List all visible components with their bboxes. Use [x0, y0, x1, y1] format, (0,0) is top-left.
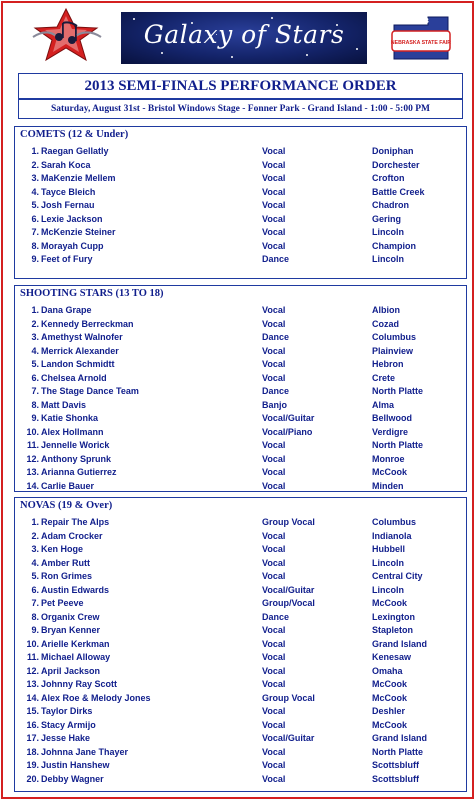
hometown: Indianola — [372, 530, 412, 541]
hometown: Doniphan — [372, 146, 414, 156]
performance-category: Vocal/Guitar — [262, 584, 315, 595]
list-item — [15, 346, 466, 360]
hometown: Verdigre — [372, 426, 409, 437]
performance-category: Group/Vocal — [262, 598, 315, 608]
performer-name: Anthony Sprunk — [41, 453, 111, 464]
section-1 — [14, 126, 467, 279]
hometown: Chadron — [372, 200, 409, 210]
performance-category: Vocal/Piano — [262, 426, 313, 437]
hometown: McCook — [372, 719, 408, 730]
performance-category: Vocal — [262, 652, 286, 662]
entry-number: 4. — [31, 557, 39, 568]
performer-name: Johnny Ray Scott — [41, 679, 118, 689]
performance-category: Vocal — [262, 200, 286, 210]
performer-name: McKenzie Steiner — [41, 227, 116, 237]
list-item — [15, 693, 466, 707]
entry-number: 3. — [31, 332, 39, 342]
hometown: Columbus — [372, 517, 416, 527]
performer-name: Adam Crocker — [41, 530, 103, 541]
performer-name: Jesse Hake — [41, 733, 91, 743]
entry-number: 7. — [31, 227, 39, 237]
hometown: Grand Island — [372, 638, 428, 649]
hometown: Lincoln — [372, 557, 404, 568]
entry-number: 15. — [26, 706, 39, 716]
entry-number: 9. — [31, 625, 39, 635]
performer-name: Amethyst Walnofer — [41, 332, 123, 342]
hometown: Monroe — [372, 453, 405, 464]
entry-number: 14. — [26, 692, 39, 703]
list-item — [15, 359, 466, 373]
list-item — [15, 666, 466, 680]
performance-category: Vocal — [262, 227, 286, 237]
performance-category: Vocal — [262, 746, 286, 757]
list-item — [15, 332, 466, 346]
list-item — [15, 214, 466, 228]
nebraska-state-fair-logo — [388, 9, 454, 67]
entry-number: 10. — [26, 638, 39, 649]
performance-category: Group Vocal — [262, 517, 315, 527]
list-item — [15, 319, 466, 333]
performance-category: Vocal — [262, 305, 286, 315]
performance-category: Vocal — [262, 773, 286, 784]
performer-name: Landon Schmidtt — [41, 359, 115, 369]
list-item — [15, 160, 466, 174]
hometown: Minden — [372, 480, 404, 491]
entry-number: 5. — [31, 571, 39, 581]
performer-name: Alex Roe & Melody Jones — [41, 692, 151, 703]
performance-category: Dance — [262, 254, 290, 264]
performer-name: Arielle Kerkman — [41, 638, 110, 649]
performance-category: Vocal — [262, 453, 286, 464]
hometown: Hebron — [372, 359, 404, 369]
hometown: Grand Island — [372, 733, 428, 743]
entry-number: 18. — [26, 746, 39, 757]
performer-name: Organix Crew — [41, 611, 100, 622]
performance-category: Vocal — [262, 146, 286, 156]
entry-number: 1. — [31, 517, 39, 527]
list-item — [15, 747, 466, 761]
performance-category: Vocal — [262, 706, 286, 716]
entry-number: 6. — [31, 372, 39, 383]
entry-number: 4. — [31, 186, 39, 197]
hometown: North Platte — [372, 386, 424, 396]
performer-name: Ron Grimes — [41, 571, 93, 581]
hometown: Lincoln — [372, 227, 404, 237]
performance-category: Vocal — [262, 625, 286, 635]
entry-number: 8. — [31, 611, 39, 622]
entry-number: 7. — [31, 386, 39, 396]
hometown: Lexington — [372, 611, 415, 622]
performance-category: Vocal — [262, 638, 286, 649]
hometown: Cozad — [372, 318, 399, 329]
list-item — [15, 625, 466, 639]
performance-category: Vocal — [262, 213, 286, 224]
section-title: SHOOTING STARS (13 TO 18) — [20, 288, 164, 299]
list-item — [15, 173, 466, 187]
hometown: Omaha — [372, 665, 403, 676]
header — [3, 3, 472, 67]
performance-category: Vocal — [262, 467, 286, 477]
hometown: Central City — [372, 571, 423, 581]
performance-category: Dance — [262, 332, 290, 342]
performance-category: Vocal/Guitar — [262, 413, 315, 423]
list-item — [15, 386, 466, 400]
performance-category: Vocal — [262, 159, 286, 170]
entry-number: 6. — [31, 584, 39, 595]
hometown: Gering — [372, 213, 402, 224]
performer-name: Michael Alloway — [41, 652, 111, 662]
list-item — [15, 305, 466, 319]
list-item — [15, 558, 466, 572]
hometown: North Platte — [372, 440, 424, 450]
list-item — [15, 200, 466, 214]
hometown: Plainview — [372, 345, 414, 356]
performance-category: Dance — [262, 386, 290, 396]
entry-number: 1. — [31, 305, 39, 315]
hometown: Hubbell — [372, 544, 405, 554]
list-item — [15, 612, 466, 626]
hometown: Lincoln — [372, 254, 404, 264]
hometown: McCook — [372, 692, 408, 703]
performance-category: Vocal — [262, 544, 286, 554]
list-item — [15, 706, 466, 720]
entry-number: 12. — [26, 453, 39, 464]
list-item — [15, 517, 466, 531]
entry-number: 2. — [31, 318, 39, 329]
performer-name: Justin Hanshew — [41, 760, 110, 770]
hometown: Columbus — [372, 332, 416, 342]
list-item — [15, 467, 466, 481]
performance-category: Vocal — [262, 359, 286, 369]
performer-name: Arianna Gutierrez — [41, 467, 117, 477]
hometown: Scottsbluff — [372, 760, 419, 770]
performer-name: Matt Davis — [41, 399, 87, 410]
performer-name: Sarah Koca — [41, 159, 91, 170]
performance-category: Vocal — [262, 679, 286, 689]
performer-name: Raegan Gellatly — [41, 146, 109, 156]
list-item — [15, 187, 466, 201]
list-item — [15, 598, 466, 612]
hometown: Champion — [372, 240, 416, 251]
entry-number: 7. — [31, 598, 39, 608]
performer-name: Austin Edwards — [41, 584, 110, 595]
performer-name: Jennelle Worick — [41, 440, 110, 450]
performer-name: Merrick Alexander — [41, 345, 119, 356]
performance-category: Vocal — [262, 318, 286, 329]
performance-category: Vocal — [262, 530, 286, 541]
performer-name: Katie Shonka — [41, 413, 99, 423]
entry-number: 1. — [31, 146, 39, 156]
galaxy-of-stars-banner — [121, 12, 367, 64]
list-item — [15, 544, 466, 558]
entry-number: 16. — [26, 719, 39, 730]
performer-name: Lexie Jackson — [41, 213, 103, 224]
performer-name: Stacy Armijo — [41, 719, 96, 730]
performance-category: Vocal — [262, 345, 286, 356]
performance-category: Vocal — [262, 571, 286, 581]
entry-number: 5. — [31, 200, 39, 210]
performer-name: Morayah Cupp — [41, 240, 104, 251]
performance-category: Vocal — [262, 557, 286, 568]
list-item — [15, 774, 466, 788]
list-item — [15, 679, 466, 693]
fair-logo-year: 2013 — [413, 18, 429, 25]
entry-number: 14. — [26, 480, 39, 491]
list-item — [15, 760, 466, 774]
list-item — [15, 571, 466, 585]
hometown: Deshler — [372, 706, 406, 716]
page-frame — [1, 1, 474, 799]
performer-name: Bryan Kenner — [41, 625, 101, 635]
performer-name: Repair The Alps — [41, 517, 110, 527]
performance-category: Vocal — [262, 173, 286, 183]
performer-name: Debby Wagner — [41, 773, 104, 784]
list-item — [15, 413, 466, 427]
entry-number: 13. — [26, 467, 39, 477]
performer-name: The Stage Dance Team — [41, 386, 139, 396]
entry-number: 19. — [26, 760, 39, 770]
hometown: North Platte — [372, 746, 424, 757]
list-item — [15, 373, 466, 387]
performer-name: Johnna Jane Thayer — [41, 746, 129, 757]
performance-category: Dance — [262, 611, 290, 622]
entry-number: 3. — [31, 173, 39, 183]
list-item — [15, 720, 466, 734]
performer-name: Ken Hoge — [41, 544, 84, 554]
list-item — [15, 481, 466, 495]
page-title: 2013 SEMI-FINALS PERFORMANCE ORDER — [18, 73, 463, 99]
performer-name: Tayce Bleich — [41, 186, 96, 197]
performer-name: Taylor Dirks — [41, 706, 93, 716]
hometown: McCook — [372, 467, 408, 477]
performance-category: Vocal — [262, 372, 286, 383]
entry-number: 11. — [26, 440, 39, 450]
list-item — [15, 146, 466, 160]
entry-number: 4. — [31, 345, 39, 356]
list-item — [15, 241, 466, 255]
performer-name: Kennedy Berreckman — [41, 318, 134, 329]
performance-category: Group Vocal — [262, 692, 315, 703]
performer-name: Josh Fernau — [41, 200, 95, 210]
section-title: COMETS (12 & Under) — [20, 129, 129, 140]
entry-number: 9. — [31, 254, 39, 264]
performer-name: Dana Grape — [41, 305, 92, 315]
hometown: Stapleton — [372, 625, 414, 635]
list-item — [15, 652, 466, 666]
hometown: Lincoln — [372, 584, 404, 595]
hometown: Crofton — [372, 173, 405, 183]
entry-number: 17. — [26, 733, 39, 743]
performance-category: Vocal — [262, 240, 286, 251]
entry-number: 10. — [26, 426, 39, 437]
list-item — [15, 639, 466, 653]
performance-category: Vocal — [262, 665, 286, 676]
hometown: McCook — [372, 679, 408, 689]
performance-category: Vocal — [262, 186, 286, 197]
list-item — [15, 254, 466, 268]
performance-category: Banjo — [262, 399, 288, 410]
performance-category: Vocal — [262, 760, 286, 770]
entry-number: 11. — [26, 652, 39, 662]
performer-name: Carlie Bauer — [41, 480, 95, 491]
entry-number: 3. — [31, 544, 39, 554]
hometown: Kenesaw — [372, 652, 412, 662]
entry-number: 8. — [31, 399, 39, 410]
entry-number: 8. — [31, 240, 39, 251]
performance-category: Vocal — [262, 480, 286, 491]
performer-name: Amber Rutt — [41, 557, 90, 568]
performance-category: Vocal — [262, 719, 286, 730]
list-item — [15, 427, 466, 441]
entry-number: 2. — [31, 530, 39, 541]
hometown: McCook — [372, 598, 408, 608]
fair-logo-text: NEBRASKA STATE FAIR — [390, 40, 452, 46]
banner-title: Galaxy of Stars — [143, 20, 345, 49]
performer-name: April Jackson — [41, 665, 101, 676]
hometown: Bellwood — [372, 413, 412, 423]
hometown: Dorchester — [372, 159, 420, 170]
hometown: Scottsbluff — [372, 773, 419, 784]
hometown: Crete — [372, 372, 396, 383]
performer-name: Pet Peeve — [41, 598, 84, 608]
list-item — [15, 440, 466, 454]
list-item — [15, 585, 466, 599]
hometown: Albion — [372, 305, 400, 315]
section-2 — [14, 285, 467, 492]
list-item — [15, 531, 466, 545]
performance-category: Vocal — [262, 440, 286, 450]
performer-name: Alex Hollmann — [41, 426, 104, 437]
entry-number: 13. — [26, 679, 39, 689]
performer-name: MaKenzie Mellem — [41, 173, 116, 183]
entry-number: 5. — [31, 359, 39, 369]
list-item — [15, 400, 466, 414]
star-logo-icon — [25, 7, 107, 63]
section-title: NOVAS (19 & Over) — [20, 500, 113, 511]
performer-name: Feet of Fury — [41, 254, 93, 264]
hometown: Battle Creek — [372, 186, 425, 197]
entry-number: 6. — [31, 213, 39, 224]
list-item — [15, 454, 466, 468]
entry-number: 12. — [26, 665, 39, 676]
performer-name: Chelsea Arnold — [41, 372, 107, 383]
list-item — [15, 733, 466, 747]
section-3 — [14, 497, 467, 792]
list-item — [15, 227, 466, 241]
hometown: Alma — [372, 399, 395, 410]
entry-number: 9. — [31, 413, 39, 423]
performance-category: Vocal/Guitar — [262, 733, 315, 743]
entry-number: 2. — [31, 159, 39, 170]
entry-number: 20. — [26, 773, 39, 784]
event-details: Saturday, August 31st - Bristol Windows Stage - Fonner Park - Grand Island - 1:00 - 5:00 PM — [18, 99, 463, 119]
